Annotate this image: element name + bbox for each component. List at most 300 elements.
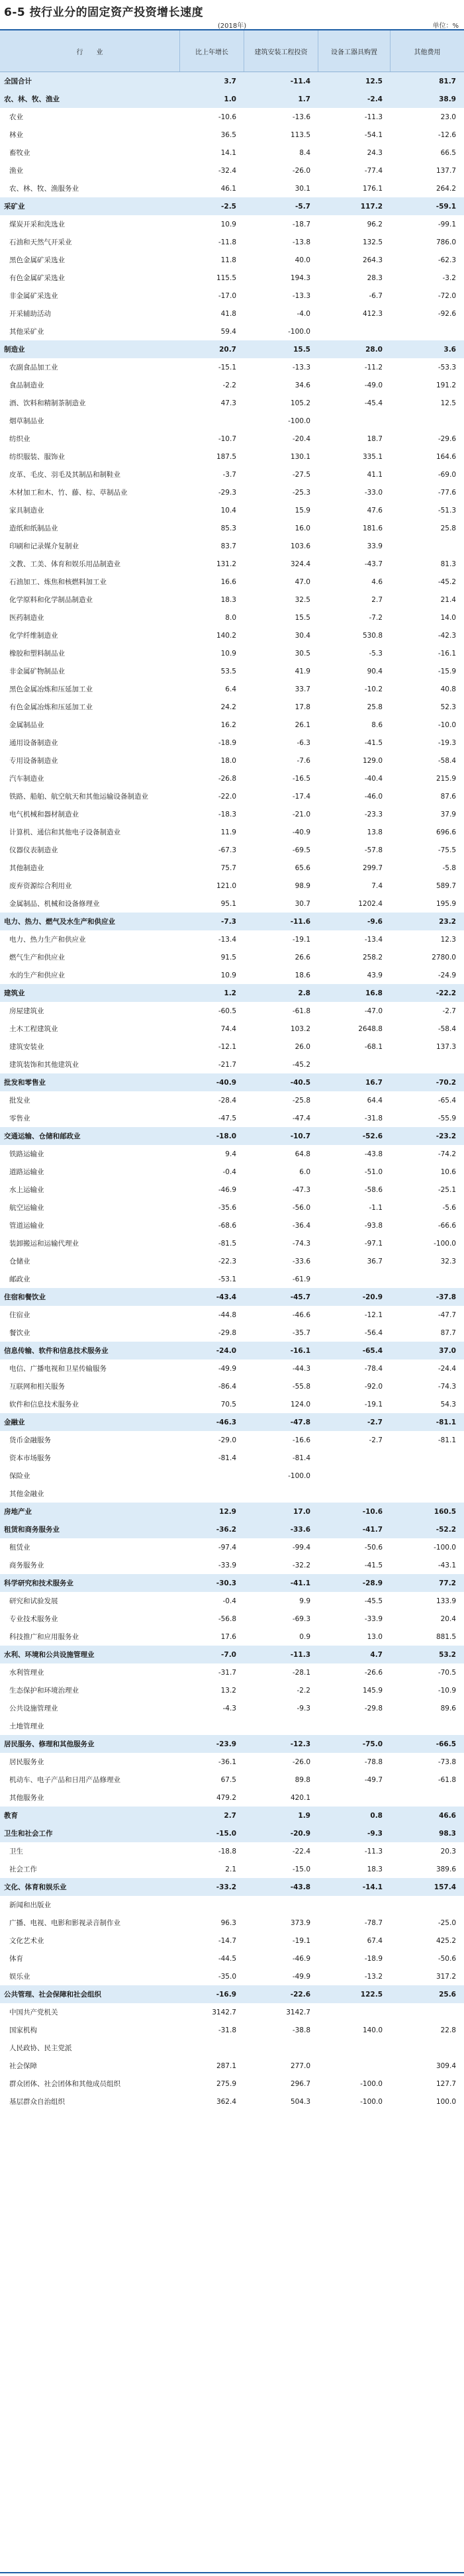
- cell-other-costs: -51.3: [438, 506, 456, 515]
- table-row-section: [0, 1824, 464, 1842]
- table-row: [0, 644, 464, 662]
- cell-yoy-growth: 275.9: [216, 2079, 236, 2088]
- cell-equipment: 36.7: [367, 1257, 383, 1265]
- cell-construction: -6.3: [297, 738, 310, 747]
- cell-construction: -13.3: [292, 363, 310, 372]
- row-industry-name: 研究和试验发展: [9, 1597, 58, 1605]
- row-industry-name: 住宿和餐饮业: [4, 1293, 46, 1301]
- table-header: [0, 30, 464, 72]
- cell-construction: -19.1: [292, 935, 310, 944]
- row-industry-name: 交通运输、仓储和邮政业: [4, 1132, 81, 1140]
- table-row: [0, 859, 464, 877]
- row-industry-name: 金融业: [4, 1418, 25, 1426]
- table-row: [0, 1753, 464, 1771]
- cell-other-costs: -25.1: [438, 1185, 456, 1194]
- cell-other-costs: -23.2: [436, 1132, 456, 1140]
- cell-other-costs: -73.8: [438, 1758, 456, 1766]
- cell-construction: -10.7: [290, 1132, 310, 1140]
- row-industry-name: 其他服务业: [9, 1794, 44, 1802]
- cell-yoy-growth: -29.3: [218, 488, 236, 497]
- row-industry-name: 农业: [9, 113, 23, 121]
- cell-yoy-growth: -0.4: [222, 1167, 236, 1176]
- row-industry-name: 软件和信息技术服务业: [9, 1401, 79, 1409]
- row-industry-name: 金属制品业: [9, 721, 44, 729]
- cell-construction: 15.5: [293, 345, 310, 354]
- cell-other-costs: -81.1: [438, 1436, 456, 1444]
- cell-yoy-growth: -31.8: [218, 2026, 236, 2034]
- cell-construction: -36.4: [292, 1221, 310, 1230]
- cell-construction: 9.9: [299, 1597, 310, 1605]
- cell-equipment: 264.3: [362, 256, 383, 264]
- row-industry-name: 互联网和相关服务: [9, 1383, 65, 1391]
- row-industry-name: 科学研究和技术服务业: [4, 1579, 73, 1587]
- cell-other-costs: -69.0: [438, 470, 456, 479]
- table-row: [0, 1216, 464, 1234]
- cell-yoy-growth: -10.7: [218, 434, 236, 443]
- cell-yoy-growth: 3142.7: [212, 2008, 236, 2016]
- table-row-section: [0, 1520, 464, 1538]
- row-industry-name: 水利管理业: [9, 1669, 44, 1677]
- table-row: [0, 1896, 464, 1914]
- row-industry-name: 基层群众自治组织: [9, 2098, 65, 2106]
- row-industry-name: 烟草制品业: [9, 417, 44, 425]
- cell-yoy-growth: 16.2: [220, 720, 236, 729]
- cell-equipment: 43.9: [367, 971, 383, 979]
- table-row: [0, 1449, 464, 1467]
- cell-other-costs: -66.5: [436, 1740, 456, 1748]
- cell-equipment: -45.4: [364, 399, 383, 407]
- row-industry-name: 制造业: [4, 346, 25, 354]
- cell-yoy-growth: -33.2: [216, 1883, 236, 1891]
- cell-other-costs: -66.6: [438, 1221, 456, 1230]
- cell-other-costs: -42.3: [438, 631, 456, 640]
- cell-other-costs: 10.6: [440, 1167, 456, 1176]
- cell-yoy-growth: -13.4: [218, 935, 236, 944]
- cell-equipment: -13.2: [364, 1972, 383, 1981]
- cell-construction: 103.6: [290, 542, 310, 550]
- table-row: [0, 1914, 464, 1932]
- row-industry-name: 卫生: [9, 1848, 23, 1856]
- cell-yoy-growth: -81.4: [218, 1454, 236, 1462]
- cell-construction: 373.9: [290, 1918, 310, 1927]
- table-row: [0, 2075, 464, 2093]
- cell-yoy-growth: -60.5: [218, 1007, 236, 1015]
- cell-other-costs: -25.0: [438, 1918, 456, 1927]
- table-row: [0, 555, 464, 573]
- cell-other-costs: -53.3: [438, 363, 456, 372]
- row-industry-name: 全国合计: [4, 77, 32, 85]
- cell-construction: 89.8: [295, 1775, 310, 1784]
- cell-yoy-growth: -18.0: [216, 1132, 236, 1140]
- cell-yoy-growth: -81.5: [218, 1239, 236, 1248]
- cell-yoy-growth: 10.9: [220, 971, 236, 979]
- cell-other-costs: 22.8: [440, 2026, 456, 2034]
- table-row: [0, 1377, 464, 1395]
- table-row: [0, 233, 464, 251]
- cell-equipment: -92.0: [364, 1382, 383, 1391]
- cell-other-costs: 20.3: [440, 1847, 456, 1856]
- table-row-section: [0, 1342, 464, 1360]
- cell-yoy-growth: -22.3: [218, 1257, 236, 1265]
- row-industry-name: 专业技术服务业: [9, 1615, 58, 1623]
- cell-yoy-growth: 16.6: [220, 577, 236, 586]
- row-industry-name: 居民服务、修理和其他服务业: [4, 1740, 95, 1748]
- cell-other-costs: -75.5: [438, 846, 456, 854]
- cell-other-costs: -29.6: [438, 434, 456, 443]
- cell-construction: 41.9: [295, 667, 310, 675]
- cell-equipment: -19.1: [364, 1400, 383, 1409]
- cell-equipment: 16.7: [365, 1078, 383, 1087]
- cell-construction: 277.0: [290, 2061, 310, 2070]
- cell-other-costs: 137.3: [436, 1042, 456, 1051]
- cell-construction: -45.7: [290, 1293, 310, 1301]
- row-industry-name: 其他制造业: [9, 864, 44, 872]
- table-row: [0, 501, 464, 519]
- row-industry-name: 专用设备制造业: [9, 757, 58, 765]
- cell-equipment: -1.1: [369, 1203, 383, 1212]
- cell-construction: -49.9: [292, 1972, 310, 1981]
- cell-yoy-growth: 3.7: [224, 77, 236, 85]
- cell-equipment: -10.6: [362, 1507, 383, 1516]
- cell-construction: -16.1: [290, 1346, 310, 1355]
- table-row: [0, 1199, 464, 1216]
- row-industry-name: 有色金属冶炼和压延加工业: [9, 703, 93, 711]
- row-industry-name: 零售业: [9, 1115, 30, 1122]
- cell-yoy-growth: 13.2: [220, 1686, 236, 1695]
- cell-other-costs: 12.5: [440, 399, 456, 407]
- page-subtitle: (2018年): [217, 23, 247, 30]
- cell-construction: -40.5: [290, 1078, 310, 1087]
- cell-construction: -45.2: [292, 1060, 310, 1069]
- cell-other-costs: -61.8: [438, 1775, 456, 1784]
- cell-other-costs: 3.6: [443, 345, 456, 354]
- table-row: [0, 1592, 464, 1610]
- table-row: [0, 287, 464, 305]
- cell-construction: -11.3: [290, 1650, 310, 1659]
- cell-equipment: -52.6: [362, 1132, 383, 1140]
- table-row-section: [0, 1735, 464, 1753]
- cell-equipment: -11.3: [364, 1847, 383, 1856]
- cell-construction: -11.4: [290, 77, 310, 85]
- cell-construction: -15.0: [292, 1865, 310, 1873]
- cell-yoy-growth: 121.0: [216, 881, 236, 890]
- cell-construction: -11.6: [290, 917, 310, 926]
- table-row: [0, 609, 464, 626]
- cell-construction: -46.6: [292, 1311, 310, 1319]
- row-industry-name: 房地产业: [4, 1508, 32, 1516]
- cell-construction: 16.0: [295, 524, 310, 532]
- row-industry-name: 石油和天然气开采业: [9, 238, 72, 246]
- cell-equipment: -10.2: [364, 685, 383, 693]
- cell-other-costs: -52.2: [436, 1525, 456, 1534]
- row-industry-name: 文化、体育和娱乐业: [4, 1883, 67, 1891]
- table-row: [0, 448, 464, 466]
- cell-equipment: -100.0: [360, 2097, 383, 2106]
- row-industry-name: 汽车制造业: [9, 775, 44, 783]
- cell-yoy-growth: -86.4: [218, 1382, 236, 1391]
- table-row: [0, 215, 464, 233]
- cell-yoy-growth: 18.0: [220, 756, 236, 765]
- table-row: [0, 1431, 464, 1449]
- table-row-section: [0, 1646, 464, 1663]
- table-row: [0, 1360, 464, 1377]
- cell-construction: -99.4: [292, 1543, 310, 1552]
- table-row: [0, 1932, 464, 1950]
- table-row: [0, 948, 464, 966]
- table-row: [0, 466, 464, 483]
- cell-other-costs: 133.9: [436, 1597, 456, 1605]
- cell-other-costs: -100.0: [434, 1543, 456, 1552]
- cell-yoy-growth: -68.6: [218, 1221, 236, 1230]
- row-industry-name: 航空运输业: [9, 1204, 44, 1212]
- cell-yoy-growth: -7.3: [221, 917, 236, 926]
- row-industry-name: 批发业: [9, 1097, 30, 1105]
- cell-other-costs: 37.0: [439, 1346, 456, 1355]
- cell-construction: -69.3: [292, 1614, 310, 1623]
- cell-construction: -33.6: [292, 1257, 310, 1265]
- cell-construction: -61.8: [292, 1007, 310, 1015]
- table-row: [0, 1163, 464, 1181]
- row-industry-name: 酒、饮料和精制茶制造业: [9, 399, 86, 407]
- table-row: [0, 1789, 464, 1807]
- cell-equipment: -9.6: [367, 917, 383, 926]
- cell-equipment: -14.1: [362, 1883, 383, 1891]
- cell-other-costs: 137.7: [436, 166, 456, 175]
- header-yoy-growth: 比上年增长: [180, 30, 244, 72]
- cell-yoy-growth: -0.4: [222, 1597, 236, 1605]
- row-industry-name: 住宿业: [9, 1311, 30, 1319]
- cell-yoy-growth: -18.3: [218, 810, 236, 818]
- cell-yoy-growth: -18.9: [218, 738, 236, 747]
- cell-yoy-growth: 131.2: [216, 560, 236, 568]
- cell-yoy-growth: 11.8: [220, 256, 236, 264]
- table-row: [0, 2039, 464, 2057]
- table-row: [0, 716, 464, 734]
- cell-yoy-growth: 11.9: [220, 828, 236, 836]
- cell-yoy-growth: -32.4: [218, 166, 236, 175]
- row-industry-name: 道路运输业: [9, 1168, 44, 1176]
- table-row: [0, 1395, 464, 1413]
- table-row: [0, 1145, 464, 1163]
- cell-equipment: 16.8: [365, 989, 383, 997]
- cell-yoy-growth: 140.2: [216, 631, 236, 640]
- cell-equipment: -41.7: [362, 1525, 383, 1534]
- cell-other-costs: -22.2: [436, 989, 456, 997]
- cell-yoy-growth: -11.8: [218, 238, 236, 246]
- cell-equipment: -31.8: [364, 1114, 383, 1122]
- cell-equipment: 2648.8: [358, 1024, 383, 1033]
- row-industry-name: 农、林、牧、渔服务业: [9, 185, 79, 193]
- table-row-section: [0, 72, 464, 90]
- row-industry-name: 纺织业: [9, 435, 30, 443]
- row-industry-name: 建筑业: [4, 989, 25, 997]
- cell-other-costs: 389.6: [436, 1865, 456, 1873]
- cell-other-costs: 46.6: [439, 1811, 456, 1820]
- cell-equipment: 0.8: [370, 1811, 383, 1820]
- table-row: [0, 394, 464, 412]
- cell-yoy-growth: 10.9: [220, 220, 236, 228]
- cell-yoy-growth: -46.3: [216, 1418, 236, 1426]
- cell-yoy-growth: 6.4: [225, 685, 236, 693]
- cell-equipment: -49.0: [364, 381, 383, 389]
- row-industry-name: 金属制品、机械和设备修理业: [9, 900, 100, 908]
- header-other-costs: 其他费用: [414, 48, 441, 56]
- row-industry-name: 铁路运输业: [9, 1150, 44, 1158]
- table-row-section: [0, 1807, 464, 1824]
- cell-construction: -27.5: [292, 470, 310, 479]
- row-industry-name: 其他金融业: [9, 1490, 44, 1498]
- cell-other-costs: 32.3: [440, 1257, 456, 1265]
- row-industry-name: 农、林、牧、渔业: [4, 95, 60, 103]
- cell-construction: -38.8: [292, 2026, 310, 2034]
- cell-construction: -13.6: [292, 113, 310, 121]
- cell-construction: -74.3: [292, 1239, 310, 1248]
- cell-construction: 47.0: [295, 577, 310, 586]
- cell-equipment: 13.0: [367, 1632, 383, 1641]
- cell-construction: -25.8: [292, 1096, 310, 1105]
- table-row: [0, 269, 464, 287]
- table-row: [0, 1771, 464, 1789]
- table-row: [0, 1002, 464, 1020]
- cell-other-costs: 40.8: [440, 685, 456, 693]
- cell-equipment: -45.5: [364, 1597, 383, 1605]
- cell-yoy-growth: 10.4: [220, 506, 236, 515]
- row-industry-name: 租赁和商务服务业: [4, 1526, 60, 1534]
- cell-other-costs: -70.2: [436, 1078, 456, 1087]
- cell-yoy-growth: -35.6: [218, 1203, 236, 1212]
- cell-other-costs: 160.5: [434, 1507, 456, 1516]
- cell-construction: 30.7: [295, 899, 310, 908]
- cell-equipment: 12.5: [365, 77, 383, 85]
- cell-equipment: -43.8: [364, 1150, 383, 1158]
- table-row-section: [0, 1127, 464, 1145]
- row-industry-name: 水利、环境和公共设施管理业: [4, 1651, 95, 1659]
- cell-construction: 6.0: [299, 1167, 310, 1176]
- table-row: [0, 1485, 464, 1503]
- cell-other-costs: -16.1: [438, 649, 456, 658]
- cell-other-costs: -2.7: [442, 1007, 456, 1015]
- cell-yoy-growth: -43.4: [216, 1293, 236, 1301]
- cell-equipment: -58.6: [364, 1185, 383, 1194]
- cell-equipment: -2.7: [367, 1418, 383, 1426]
- cell-other-costs: 317.2: [436, 1972, 456, 1981]
- cell-yoy-growth: 2.1: [225, 1865, 236, 1873]
- cell-construction: -100.0: [288, 417, 310, 425]
- cell-construction: 30.1: [295, 184, 310, 193]
- cell-yoy-growth: 75.7: [220, 864, 236, 872]
- cell-equipment: 2.7: [371, 595, 383, 604]
- row-industry-name: 房屋建筑业: [9, 1007, 44, 1015]
- cell-equipment: -33.0: [364, 488, 383, 497]
- row-industry-name: 有色金属矿采选业: [9, 274, 65, 282]
- cell-yoy-growth: 1.0: [224, 95, 236, 103]
- row-industry-name: 其他采矿业: [9, 328, 44, 336]
- cell-equipment: 18.3: [367, 1865, 383, 1873]
- row-industry-name: 货币金融服务: [9, 1436, 51, 1444]
- table-row: [0, 1252, 464, 1270]
- cell-equipment: -57.8: [364, 846, 383, 854]
- cell-construction: -12.3: [290, 1740, 310, 1748]
- cell-construction: 15.9: [295, 506, 310, 515]
- cell-other-costs: 309.4: [436, 2061, 456, 2070]
- table-row: [0, 698, 464, 716]
- cell-equipment: -78.7: [364, 1918, 383, 1927]
- table-row: [0, 1181, 464, 1199]
- row-industry-name: 开采辅助活动: [9, 310, 51, 318]
- cell-other-costs: 81.3: [440, 560, 456, 568]
- cell-equipment: 132.5: [362, 238, 383, 246]
- row-industry-name: 计算机、通信和其他电子设备制造业: [9, 828, 120, 836]
- cell-construction: -13.8: [292, 238, 310, 246]
- cell-equipment: -20.9: [362, 1293, 383, 1301]
- row-industry-name: 社会工作: [9, 1865, 37, 1873]
- cell-equipment: 140.0: [362, 2026, 383, 2034]
- cell-construction: -26.0: [292, 1758, 310, 1766]
- cell-construction: 17.8: [295, 703, 310, 711]
- cell-other-costs: -45.2: [438, 577, 456, 586]
- cell-yoy-growth: -56.8: [218, 1614, 236, 1623]
- table-row: [0, 662, 464, 680]
- row-industry-name: 建筑安装业: [9, 1043, 44, 1051]
- table-row: [0, 1056, 464, 1073]
- row-industry-name: 资本市场服务: [9, 1454, 51, 1462]
- cell-yoy-growth: 24.2: [220, 703, 236, 711]
- cell-other-costs: 89.6: [440, 1704, 456, 1712]
- cell-equipment: -41.5: [364, 1561, 383, 1569]
- row-industry-name: 体育: [9, 1955, 23, 1963]
- cell-other-costs: -77.6: [438, 488, 456, 497]
- cell-equipment: -77.4: [364, 166, 383, 175]
- cell-equipment: 122.5: [360, 1990, 383, 1999]
- cell-construction: -47.8: [290, 1418, 310, 1426]
- table-row: [0, 1324, 464, 1342]
- cell-yoy-growth: -2.2: [222, 381, 236, 389]
- cell-other-costs: 53.2: [439, 1650, 456, 1659]
- cell-other-costs: 54.3: [440, 1400, 456, 1409]
- cell-other-costs: 786.0: [436, 238, 456, 246]
- table-row-section: [0, 1878, 464, 1896]
- cell-construction: -16.5: [292, 774, 310, 783]
- cell-other-costs: 37.9: [440, 810, 456, 818]
- cell-other-costs: -24.4: [438, 1364, 456, 1373]
- table-row: [0, 1610, 464, 1628]
- cell-construction: -13.3: [292, 291, 310, 300]
- investment-growth-table: [0, 29, 464, 2110]
- table-body: [0, 72, 464, 2110]
- cell-yoy-growth: 479.2: [216, 1793, 236, 1802]
- table-row-section: [0, 913, 464, 930]
- cell-construction: -56.0: [292, 1203, 310, 1212]
- row-industry-name: 造纸和纸制品业: [9, 524, 58, 532]
- cell-other-costs: 23.0: [440, 113, 456, 121]
- row-industry-name: 水上运输业: [9, 1186, 44, 1194]
- cell-yoy-growth: 287.1: [216, 2061, 236, 2070]
- cell-equipment: 4.7: [370, 1650, 383, 1659]
- table-row: [0, 144, 464, 162]
- cell-yoy-growth: -35.0: [218, 1972, 236, 1981]
- table-row-section: [0, 1503, 464, 1520]
- table-row: [0, 430, 464, 448]
- cell-construction: -69.5: [292, 846, 310, 854]
- cell-construction: -22.4: [292, 1847, 310, 1856]
- cell-other-costs: -58.4: [438, 756, 456, 765]
- row-industry-name: 医药制造业: [9, 614, 44, 622]
- cell-yoy-growth: 59.4: [220, 327, 236, 336]
- cell-yoy-growth: 96.3: [220, 1918, 236, 1927]
- cell-equipment: 145.9: [362, 1686, 383, 1695]
- cell-yoy-growth: -36.1: [218, 1758, 236, 1766]
- cell-yoy-growth: 41.8: [220, 309, 236, 318]
